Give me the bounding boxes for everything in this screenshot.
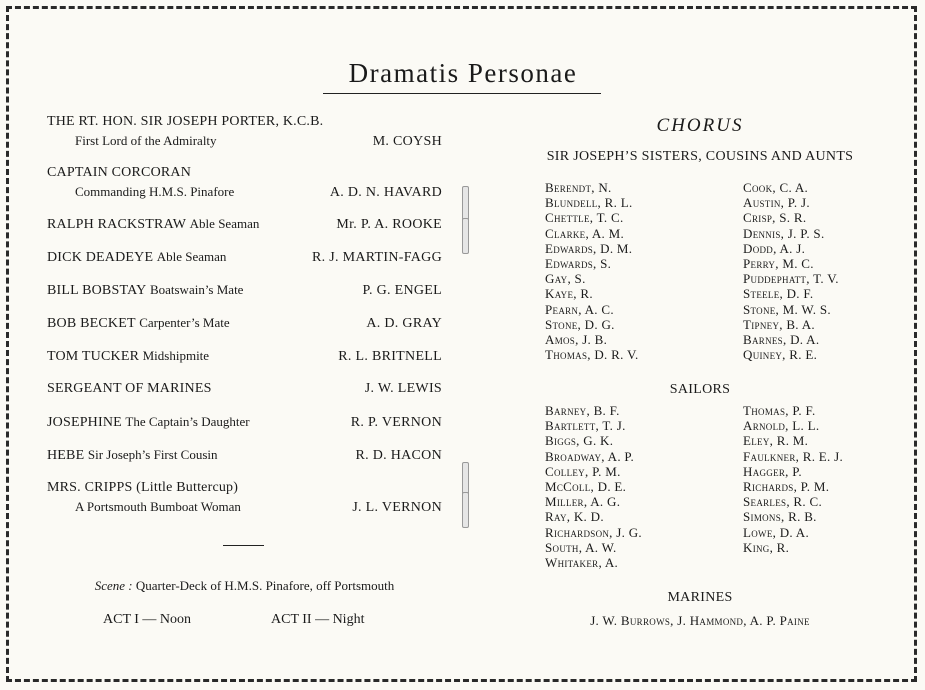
chorus-member: Crisp, S. R. <box>743 210 807 226</box>
chorus-member: Biggs, G. K. <box>545 433 614 449</box>
chorus-member: Gay, S. <box>545 271 586 287</box>
cast-entry <box>47 163 442 201</box>
chorus-member: Colley, P. M. <box>545 463 621 479</box>
actor-name: R. J. MARTIN-FAGG <box>311 250 442 265</box>
marines-names: J. W. Burrows, J. Hammond, A. P. Paine <box>590 613 810 628</box>
cast-entry <box>47 412 442 432</box>
chorus-member: Whitaker, A. <box>545 555 619 571</box>
role-group <box>47 247 226 268</box>
role-name: BOB BECKET <box>47 316 136 331</box>
role-description: Able Seaman <box>156 249 227 264</box>
chorus-member: Richardson, J. G. <box>545 524 642 540</box>
actor-name: R. L. BRITNELL <box>338 349 442 364</box>
chorus-member: Stone, D. G. <box>545 316 615 332</box>
chorus-member: Barnes, D. A. <box>743 332 820 348</box>
chorus-member: McColl, D. E. <box>545 479 627 495</box>
role-group <box>47 379 212 399</box>
role-description: The Captain’s Daughter <box>125 414 250 429</box>
relatives-heading: SIR JOSEPH’S SISTERS, COUSINS AND AUNTS <box>546 149 854 164</box>
chorus-member: Hagger, P. <box>743 463 802 479</box>
role-name: CAPTAIN CORCORAN <box>47 165 192 180</box>
cast-role-row <box>47 214 442 234</box>
role-name: TOM TUCKER <box>47 349 140 364</box>
chorus-member: Tipney, B. A. <box>743 316 815 332</box>
chorus-member: Eley, R. M. <box>743 433 809 449</box>
role-group <box>47 313 230 334</box>
chorus-member: Ray, K. D. <box>545 509 604 525</box>
section-divider <box>223 545 264 546</box>
chorus-member: Barney, B. F. <box>545 403 620 418</box>
chorus-member: Cook, C. A. <box>743 180 809 195</box>
cast-role-row <box>47 163 442 183</box>
chorus-member: Blundell, R. L. <box>545 195 633 211</box>
chorus-member: Pearn, A. C. <box>545 301 614 317</box>
chorus-title: CHORUS <box>656 115 744 136</box>
chorus-member: Austin, P. J. <box>743 195 810 211</box>
cast-desc-row <box>47 498 442 516</box>
chorus-member: Edwards, S. <box>545 256 612 272</box>
chorus-member: Bartlett, T. J. <box>545 418 626 434</box>
role-description: Able Seaman <box>189 216 260 231</box>
cast-entry <box>47 112 442 150</box>
act-one: ACT I — Noon <box>103 612 192 627</box>
chorus-member: Broadway, A. P. <box>545 448 635 464</box>
role-description: Midshipmite <box>142 348 210 363</box>
chorus-member: Thomas, P. F. <box>743 403 816 418</box>
role-description: Boatswain’s Mate <box>149 282 244 297</box>
title-underline <box>323 93 601 94</box>
role-name: SERGEANT OF MARINES <box>47 381 212 396</box>
role-name: MRS. CRIPPS (Little Buttercup) <box>47 480 239 495</box>
chorus-member: Kaye, R. <box>545 286 593 302</box>
cast-desc-row <box>47 183 442 201</box>
role-group <box>47 280 243 301</box>
chorus-member: Richards, P. M. <box>743 479 830 495</box>
chorus-member: Quiney, R. E. <box>743 347 818 363</box>
cast-entry <box>47 478 442 516</box>
marines-heading: MARINES <box>667 590 733 605</box>
actor-name: A. D. N. HAVARD <box>329 185 442 200</box>
sailors-heading: SAILORS <box>669 382 731 397</box>
cast-entry <box>47 346 442 366</box>
chorus-member: King, R. <box>743 539 790 555</box>
sailors-left-column <box>545 403 642 570</box>
chorus-member: Faulkner, R. E. J. <box>743 448 844 464</box>
role-name: RALPH RACKSTRAW <box>47 217 187 232</box>
relatives-right-column <box>743 180 839 362</box>
chorus-member: Lowe, D. A. <box>743 524 810 540</box>
chorus-member: Clarke, A. M. <box>545 225 625 241</box>
chorus-member: Edwards, D. M. <box>545 240 633 256</box>
sailors-right-column <box>743 403 843 555</box>
role-group <box>47 445 218 466</box>
staple-top <box>462 186 469 222</box>
actor-name: A. D. GRAY <box>366 316 442 331</box>
role-group <box>47 412 250 433</box>
chorus-member: South, A. W. <box>545 539 617 555</box>
cast-entry <box>47 280 442 300</box>
actor-name: P. G. ENGEL <box>362 283 442 298</box>
chorus-member: Dennis, J. P. S. <box>743 225 825 241</box>
cast-entry <box>47 247 442 267</box>
act-two: ACT II — Night <box>271 612 365 627</box>
cast-role-row <box>47 313 442 333</box>
scene-label: Scene : <box>94 578 133 593</box>
role-description: Carpenter’s Mate <box>139 315 230 330</box>
actor-name: R. D. HACON <box>355 448 442 463</box>
role-name: HEBE <box>47 448 85 463</box>
role-description: Sir Joseph’s First Cousin <box>87 447 218 462</box>
chorus-member: Searles, R. C. <box>743 494 823 510</box>
role-name: DICK DEADEYE <box>47 250 154 265</box>
actor-name: Mr. P. A. ROOKE <box>336 217 442 232</box>
actor-name: M. COYSH <box>372 134 442 149</box>
cast-role-row <box>47 445 442 465</box>
cast-role-row <box>47 280 442 300</box>
chorus-member: Arnold, L. L. <box>743 418 820 434</box>
chorus-member: Dodd, A. J. <box>743 240 806 256</box>
chorus-member: Chettle, T. C. <box>545 210 624 226</box>
cast-role-row <box>47 412 442 432</box>
page-title: Dramatis Personae <box>348 58 578 88</box>
chorus-member: Steele, D. F. <box>743 286 814 302</box>
cast-entry <box>47 379 442 399</box>
staple-top-2 <box>462 218 469 254</box>
scene-line <box>47 578 442 594</box>
cast-role-row <box>47 379 442 399</box>
actor-name: J. L. VERNON <box>352 500 442 515</box>
chorus-member: Berendt, N. <box>545 180 612 195</box>
role-name: BILL BOBSTAY <box>47 283 147 298</box>
cast-entry <box>47 445 442 465</box>
chorus-member: Simons, R. B. <box>743 509 817 525</box>
chorus-member: Puddephatt, T. V. <box>743 271 839 287</box>
chorus-member: Amos, J. B. <box>545 332 608 348</box>
role-name: THE RT. HON. SIR JOSEPH PORTER, K.C.B. <box>47 114 324 129</box>
cast-entry <box>47 214 442 234</box>
cast-role-row <box>47 112 442 132</box>
cast-entry <box>47 313 442 333</box>
cast-role-row <box>47 346 442 366</box>
cast-desc-row <box>47 132 442 150</box>
role-group <box>47 346 209 367</box>
cast-role-row <box>47 478 442 498</box>
relatives-left-column <box>545 180 639 362</box>
chorus-member: Miller, A. G. <box>545 494 621 510</box>
cast-list <box>47 112 442 516</box>
role-description: Commanding H.M.S. Pinafore <box>75 184 235 199</box>
scene-text: Quarter-Deck of H.M.S. Pinafore, off Portsmouth <box>135 578 395 593</box>
chorus-member: Thomas, D. R. V. <box>545 347 639 363</box>
actor-name: J. W. LEWIS <box>364 381 442 396</box>
role-description: A Portsmouth Bumboat Woman <box>75 499 241 514</box>
role-description: First Lord of the Admiralty <box>75 133 217 148</box>
role-name: JOSEPHINE <box>47 415 122 430</box>
cast-role-row <box>47 247 442 267</box>
role-group <box>47 214 259 235</box>
chorus-member: Perry, M. C. <box>743 256 814 272</box>
actor-name: R. P. VERNON <box>350 415 442 430</box>
chorus-member: Stone, M. W. S. <box>743 301 831 317</box>
staple-bottom-2 <box>462 492 469 528</box>
